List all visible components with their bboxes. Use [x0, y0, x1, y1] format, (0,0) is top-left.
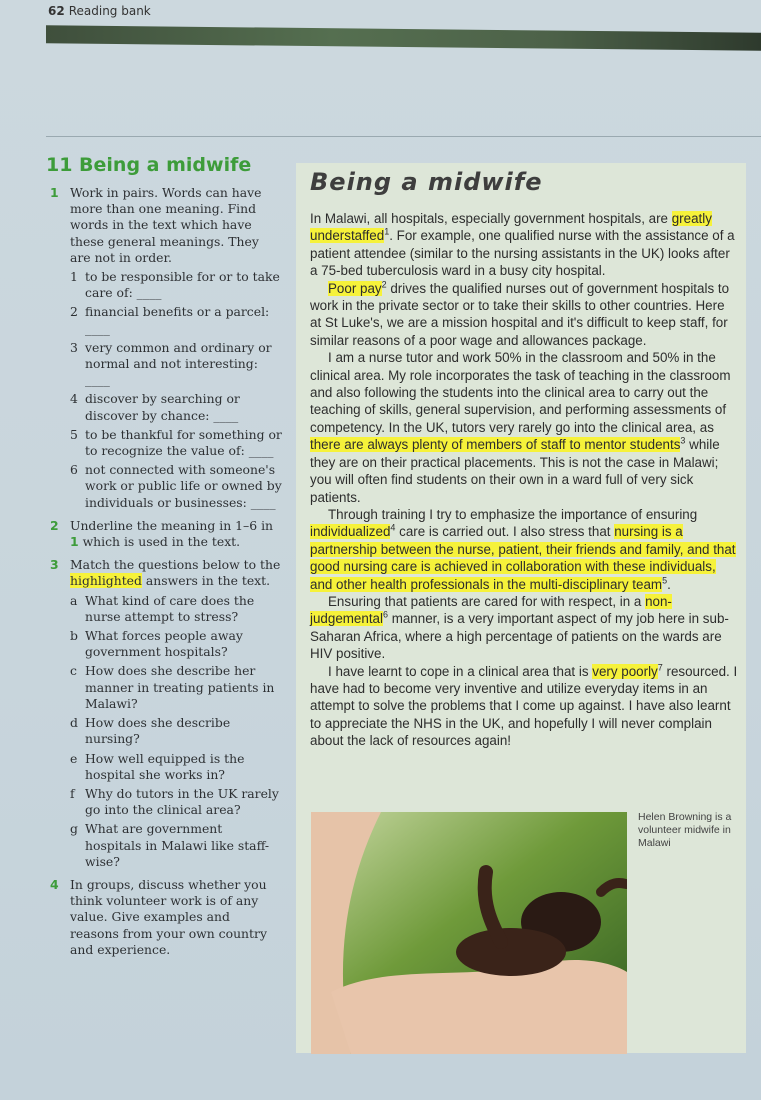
- photo-caption: Helen Browning is a volunteer midwife in Malawi: [638, 811, 732, 849]
- exercise-item: [70, 786, 282, 818]
- footnote-number: 1: [384, 226, 390, 237]
- footnote-number: 6: [382, 609, 388, 620]
- article-paragraph-4: [310, 506, 738, 593]
- item-label: 6: [70, 462, 78, 478]
- exercise-3: [50, 557, 282, 870]
- highlighted-word: highlighted: [70, 573, 142, 589]
- exercise-item: [70, 663, 282, 712]
- exercise-text: Match the questions below to the: [70, 557, 281, 573]
- item-text: What are government hospitals in Malawi like staff-wise?: [85, 821, 270, 869]
- item-label: e: [70, 750, 78, 766]
- exercise-items: [70, 269, 282, 511]
- exercise-item: [70, 715, 282, 747]
- item-text: What forces people away government hospitals?: [85, 628, 243, 660]
- item-label: d: [70, 715, 78, 731]
- item-label: 4: [70, 391, 78, 407]
- highlight: greatly understaffed: [310, 211, 712, 244]
- item-text: How well equipped is the hospital she works in?: [85, 750, 245, 782]
- text: while they are on their practical placements. This is not the case in Malawi; you will often find students on their own in a ward full of very sick patients.: [310, 437, 720, 505]
- exercise-2: [50, 518, 282, 550]
- exercise-item: [70, 821, 282, 870]
- exercise-item: [70, 391, 282, 423]
- exercise-ref: 1: [70, 534, 79, 550]
- exercise-text: In groups, discuss whether you think volunteer work is of any value. Give examples and reasons from your own country and experience.: [70, 876, 267, 957]
- article-paragraph-3: [310, 349, 738, 506]
- text: I have learnt to cope in a clinical area that is: [328, 663, 593, 679]
- highlight: Poor pay: [328, 280, 382, 296]
- item-text: discover by searching or discover by chance: ____: [85, 391, 240, 423]
- item-text: very common and ordinary or normal and not interesting: ____: [85, 339, 272, 388]
- footnote-number: 7: [657, 662, 663, 673]
- exercise-text-end: which is used in the text.: [78, 534, 241, 550]
- item-label: 5: [70, 426, 78, 442]
- header-banner: [46, 25, 761, 50]
- exercise-item: [70, 593, 282, 625]
- text: resourced. I have had to become very inventive and utilize everyday items in an attempt to solve the problems that I come up against. I have also learnt to appreciate the NHS in the UK, and hopefully I will never complain about the lack of resources again!: [310, 663, 738, 749]
- text: Through training I try to emphasize the importance of ensuring: [328, 506, 698, 522]
- item-label: c: [70, 663, 77, 679]
- exercise-text: Underline the meaning in 1–6 in: [70, 517, 274, 533]
- highlight: individualized: [310, 524, 391, 540]
- item-label: 1: [70, 269, 78, 285]
- exercise-item: [70, 427, 282, 459]
- article-paragraph-1: [310, 210, 738, 280]
- item-text: Why do tutors in the UK rarely go into the clinical area?: [85, 785, 279, 818]
- section-name: Reading bank: [68, 4, 151, 18]
- exercise-number: 3: [50, 557, 59, 573]
- item-text: to be thankful for something or to recognize the value of: ____: [85, 426, 282, 459]
- highlight: non-judgemental: [310, 593, 672, 627]
- item-label: g: [70, 821, 78, 837]
- exercise-number: 4: [50, 876, 59, 892]
- text: care is carried out. I also stress that: [395, 524, 615, 540]
- highlight: very poorly: [592, 663, 658, 679]
- item-text: How does she describe her manner in treating patients in Malawi?: [85, 663, 275, 711]
- item-label: a: [70, 592, 78, 608]
- exercise-item: [70, 340, 282, 389]
- exercise-item: [70, 751, 282, 783]
- exercise-text: Work in pairs. Words can have more than one meaning. Find words in the text which have these general meanings. They are not in order.: [70, 185, 262, 265]
- item-text: to be responsible for or to take care of: ____: [85, 269, 280, 301]
- item-text: not connected with someone's work or public life or owned by individuals or businesses: ____: [85, 462, 282, 510]
- footnote-number: 5: [662, 575, 668, 586]
- item-text: financial benefits or a parcel: ____: [85, 304, 270, 336]
- exercise-number: 2: [50, 517, 59, 533]
- text: Ensuring that patients are cared for with respect, in a: [328, 593, 646, 609]
- article-title: Being a midwife: [310, 168, 543, 196]
- item-label: f: [70, 785, 75, 801]
- exercise-1: [50, 185, 282, 511]
- exercise-text-end: answers in the text.: [141, 573, 271, 589]
- article-paragraph-5: [310, 593, 738, 663]
- page-number: 62: [48, 4, 65, 18]
- text: manner, is a very important aspect of my job here in sub-Saharan Africa, where a high percentage of patients on the wards are HIV positive.: [310, 611, 729, 662]
- text: .: [667, 576, 671, 592]
- exercise-item: [70, 628, 282, 660]
- page-header: [48, 4, 151, 18]
- exercise-item: [70, 304, 282, 336]
- exercise-4: [50, 877, 282, 958]
- item-text: What kind of care does the nurse attempt to stress?: [85, 592, 255, 624]
- exercise-item: [70, 269, 282, 301]
- item-label: 2: [70, 304, 78, 320]
- exercises-column: [50, 185, 282, 965]
- text: I am a nurse tutor and work 50% in the classroom and 50% in the clinical area. My role incorporates the task of teaching in the classroom and also following the students into the clinical area to carry out the teaching of skills, general supervision, and performing assessments of competency. In the UK, tutors very rarely go into the clinical area, as: [310, 350, 731, 435]
- highlight: there are always plenty of members of staff to mentor students: [310, 437, 681, 453]
- divider: [46, 136, 761, 137]
- text: In Malawi, all hospitals, especially government hospitals, are: [310, 211, 672, 226]
- item-label: b: [70, 628, 78, 644]
- text: drives the qualified nurses out of government hospitals to work in the private sector or to take their skills to other countries. Here at St Luke's, we are a mission hospital and it's difficult to keep staff, for similar reasons of a poor wage and allowances package.: [310, 280, 730, 348]
- unit-title: 11 Being a midwife: [46, 154, 252, 176]
- exercise-number: 1: [50, 185, 59, 200]
- article-paragraph-6: [310, 663, 738, 750]
- item-label: 3: [70, 339, 78, 355]
- exercise-item: [70, 462, 282, 511]
- highlight: nursing is a partnership between the nurse, patient, their friends and family, and that good nursing care is achieved in collaboration with these individuals, and other health professionals in the multi-disciplinary team: [310, 524, 736, 592]
- article-paragraph-2: [310, 280, 738, 350]
- footnote-number: 2: [381, 279, 387, 290]
- exercise-items: [70, 593, 282, 870]
- text: . For example, one qualified nurse with the assistance of a patient attendee (similar to the nursing assistants in the UK) looks after a 75-bed tuberculosis ward in a busy city hospital.: [310, 228, 735, 279]
- article-body: [310, 210, 738, 750]
- footnote-number: 3: [680, 435, 686, 446]
- midwife-baby-photo: [311, 812, 627, 1054]
- item-text: How does she describe nursing?: [85, 715, 231, 747]
- footnote-number: 4: [390, 522, 396, 533]
